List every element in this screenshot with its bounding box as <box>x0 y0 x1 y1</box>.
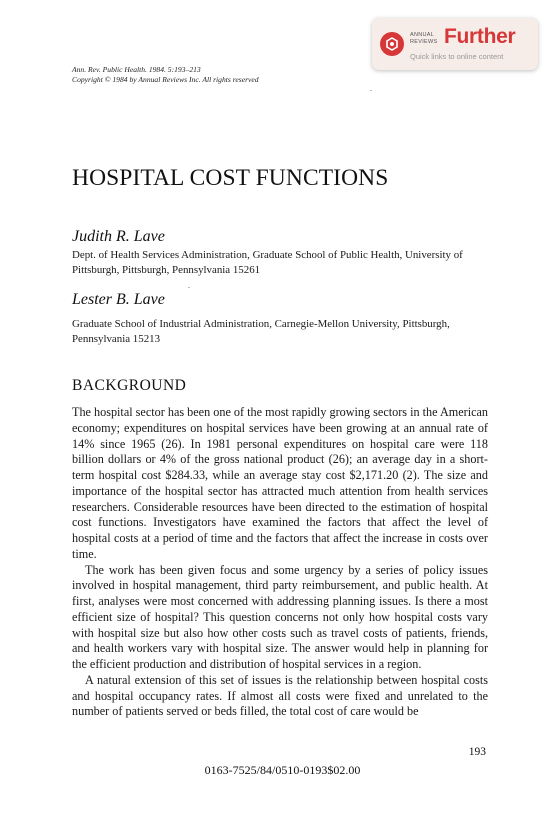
article-body <box>72 405 488 720</box>
banner-brand: ANNUAL REVIEWS <box>410 32 438 45</box>
body-paragraph: The work has been given focus and some urgency by a series of policy issues involved in hospital management, third party reimbursement, and public health. At first, analyses were most concerned with addressing planning issues. Is there a most efficient size of hospital? This question concerns not only how hospital costs vary with hospital size but also how other costs such as travel costs of patients, friends, and health workers vary with hospital size. The answer would help in planning for the efficient production and distribution of hospital services in a region. <box>72 562 488 671</box>
citation-line-2: Copyright © 1984 by Annual Reviews Inc. All rights reserved <box>72 75 259 84</box>
body-paragraph: A natural extension of this set of issues is the relationship between hospital costs and hospital occupancy rates. If almost all costs were fixed and unrelated to the number of patients served or beds filled, the total cost of care would be <box>72 672 488 719</box>
further-banner[interactable] <box>372 18 538 70</box>
author-affiliation-2: Graduate School of Industrial Administration, Carnegie-Mellon University, Pittsburgh, Pennsylvania 15213 <box>72 318 450 345</box>
footer-code: 0163-7525/84/0510-0193$02.00 <box>204 763 361 777</box>
page-number: 193 <box>468 746 486 758</box>
author-name-2: Lester B. Lave <box>72 291 165 308</box>
annual-reviews-logo-icon <box>380 32 404 56</box>
author-affiliation-1: Dept. of Health Services Administration, Graduate School of Public Health, University of Pittsburgh, Pittsburgh, Pennsylvania 15261 <box>72 249 463 276</box>
journal-citation <box>72 65 259 85</box>
section-heading: BACKGROUND <box>72 377 187 394</box>
banner-headline: Further <box>444 25 516 48</box>
citation-line-1: Ann. Rev. Public Health. 1984. 5:193–213 <box>72 65 201 74</box>
author-name-1: Judith R. Lave <box>72 228 165 245</box>
scan-mark <box>370 90 372 91</box>
body-paragraph: The hospital sector has been one of the most rapidly growing sectors in the American economy; expenditures on hospital services have been growing at an annual rate of 14% since 1965 (26). In 1981 personal expenditures on hospital care were 118 billion dollars or 4% of the gross national product (26); an average day in a short-term hospital cost $284.33, while an average stay cost $2,171.20 (2). The size and importance of the hospital sector has attracted much attention from health services researchers. Considerable resources have been directed to the estimation of hospital cost functions. Investigators have examined the factors that affect the level of hospital costs at a period of time and the factors that affect the increase in costs over time. <box>72 405 488 561</box>
article-title: HOSPITAL COST FUNCTIONS <box>72 165 389 191</box>
scan-mark <box>188 287 190 288</box>
banner-subtitle: Quick links to online content <box>410 52 504 61</box>
